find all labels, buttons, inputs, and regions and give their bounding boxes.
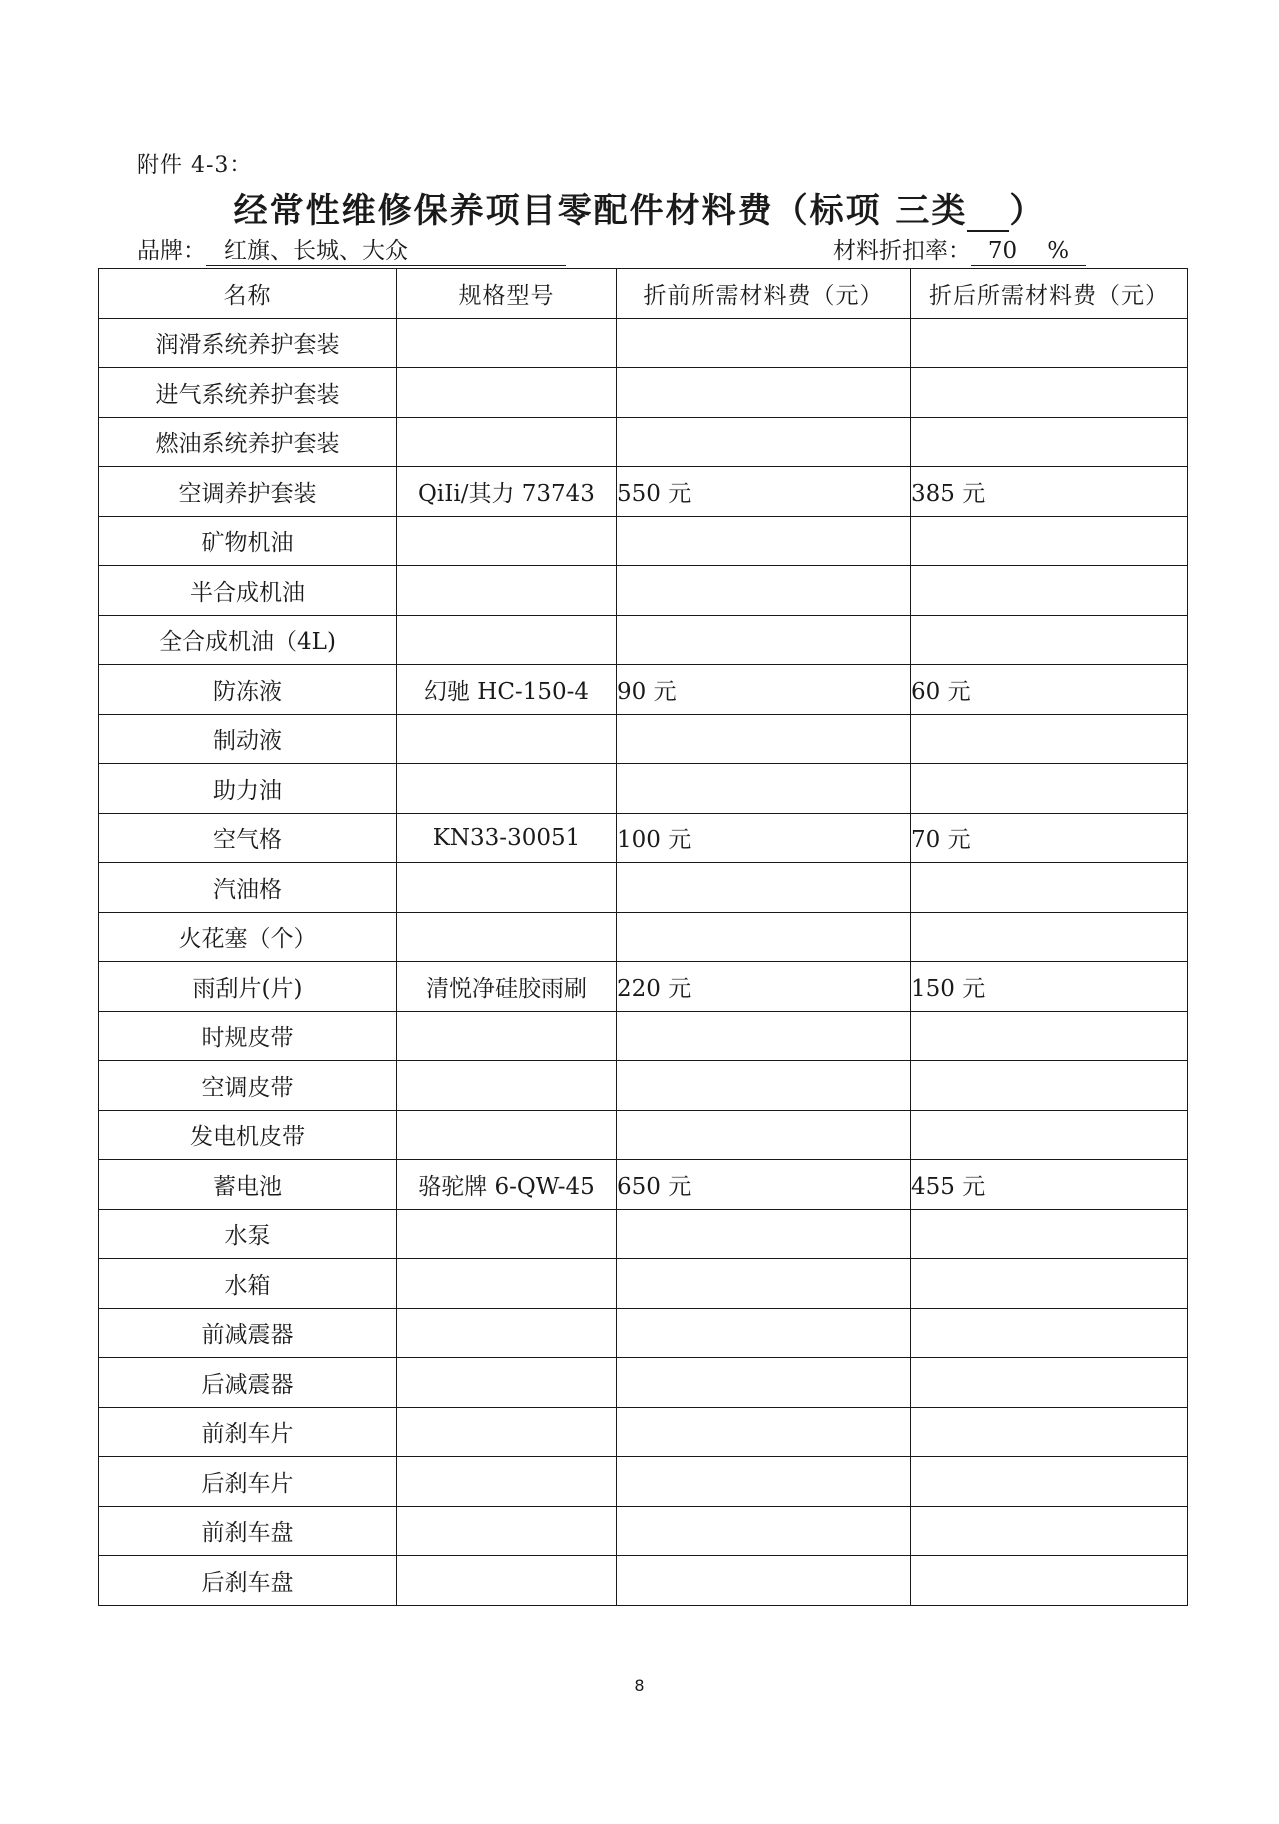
cell-price-after <box>911 1110 1188 1160</box>
cell-part-name: 空气格 <box>99 813 397 863</box>
cell-price-before <box>617 1556 911 1606</box>
brand-label: 品牌： <box>137 238 206 264</box>
cell-spec <box>397 912 617 962</box>
title-suffix: ） <box>1009 191 1046 231</box>
cell-price-before <box>617 417 911 467</box>
cell-price-before <box>617 1457 911 1507</box>
cell-part-name: 雨刮片(片) <box>99 962 397 1012</box>
cell-spec: KN33-30051 <box>397 813 617 863</box>
cell-part-name: 防冻液 <box>99 665 397 715</box>
cell-price-after <box>911 1358 1188 1408</box>
cell-price-before <box>617 1209 911 1259</box>
discount-line <box>833 236 1086 266</box>
table-row <box>99 1506 1188 1556</box>
cell-price-before <box>617 368 911 418</box>
cell-spec <box>397 1061 617 1111</box>
table-row <box>99 1358 1188 1408</box>
table-body <box>99 318 1188 1605</box>
cell-price-after <box>911 566 1188 616</box>
table-row <box>99 1556 1188 1606</box>
table-row <box>99 1011 1188 1061</box>
cell-price-before <box>617 318 911 368</box>
table-row <box>99 863 1188 913</box>
cell-price-after: 385 元 <box>911 467 1188 517</box>
cell-price-after: 455 元 <box>911 1160 1188 1210</box>
cell-part-name: 燃油系统养护套装 <box>99 417 397 467</box>
cell-price-after <box>911 1308 1188 1358</box>
table-row <box>99 1160 1188 1210</box>
cell-price-before <box>617 1308 911 1358</box>
table-row <box>99 566 1188 616</box>
discount-field <box>971 237 1086 266</box>
cell-price-after <box>911 863 1188 913</box>
cell-spec <box>397 368 617 418</box>
cell-price-after <box>911 1011 1188 1061</box>
cell-part-name: 发电机皮带 <box>99 1110 397 1160</box>
cell-price-before <box>617 615 911 665</box>
cell-part-name: 时规皮带 <box>99 1011 397 1061</box>
cell-part-name: 制动液 <box>99 714 397 764</box>
cell-price-before: 220 元 <box>617 962 911 1012</box>
cell-spec <box>397 714 617 764</box>
cell-price-before <box>617 1061 911 1111</box>
cell-spec <box>397 764 617 814</box>
cell-price-before <box>617 566 911 616</box>
cell-price-before <box>617 1011 911 1061</box>
cell-spec <box>397 1011 617 1061</box>
brand-line <box>137 236 566 266</box>
cell-part-name: 后减震器 <box>99 1358 397 1408</box>
cell-price-after <box>911 1407 1188 1457</box>
cell-price-after <box>911 1506 1188 1556</box>
materials-table <box>98 268 1188 1606</box>
cell-price-after: 150 元 <box>911 962 1188 1012</box>
cell-spec <box>397 863 617 913</box>
table-row <box>99 1457 1188 1507</box>
cell-price-after <box>911 516 1188 566</box>
cell-price-after <box>911 1259 1188 1309</box>
header-after-discount: 折后所需材料费（元） <box>911 269 1188 319</box>
cell-price-after <box>911 318 1188 368</box>
table-row <box>99 764 1188 814</box>
table-row <box>99 714 1188 764</box>
table-header-row <box>99 269 1188 319</box>
cell-price-after <box>911 912 1188 962</box>
cell-spec <box>397 615 617 665</box>
cell-price-before <box>617 1358 911 1408</box>
cell-part-name: 半合成机油 <box>99 566 397 616</box>
table-row <box>99 615 1188 665</box>
table-row <box>99 417 1188 467</box>
cell-spec <box>397 566 617 616</box>
cell-price-after <box>911 764 1188 814</box>
table-row <box>99 813 1188 863</box>
cell-price-after: 70 元 <box>911 813 1188 863</box>
cell-spec <box>397 1209 617 1259</box>
table-row <box>99 962 1188 1012</box>
cell-part-name: 后刹车片 <box>99 1457 397 1507</box>
table-row <box>99 318 1188 368</box>
cell-price-before <box>617 1259 911 1309</box>
cell-price-before: 100 元 <box>617 813 911 863</box>
table-row <box>99 1407 1188 1457</box>
cell-price-before: 550 元 <box>617 467 911 517</box>
table-row <box>99 912 1188 962</box>
cell-spec <box>397 1407 617 1457</box>
cell-part-name: 蓄电池 <box>99 1160 397 1210</box>
discount-label: 材料折扣率： <box>833 238 971 264</box>
cell-part-name: 水泵 <box>99 1209 397 1259</box>
cell-part-name: 矿物机油 <box>99 516 397 566</box>
cell-price-after <box>911 1061 1188 1111</box>
cell-price-before <box>617 1506 911 1556</box>
cell-price-before <box>617 516 911 566</box>
cell-price-after <box>911 1457 1188 1507</box>
cell-spec: 清悦净硅胶雨刷 <box>397 962 617 1012</box>
cell-part-name: 前刹车片 <box>99 1407 397 1457</box>
cell-price-before: 650 元 <box>617 1160 911 1210</box>
page-number: 8 <box>634 1676 645 1695</box>
cell-price-before <box>617 1110 911 1160</box>
cell-price-after: 60 元 <box>911 665 1188 715</box>
title-text: 经常性维修保养项目零配件材料费（标项 三类 <box>233 191 968 231</box>
cell-spec <box>397 417 617 467</box>
title-blank <box>967 200 1009 232</box>
cell-price-before <box>617 764 911 814</box>
cell-part-name: 空调皮带 <box>99 1061 397 1111</box>
cell-part-name: 前刹车盘 <box>99 1506 397 1556</box>
cell-price-before <box>617 912 911 962</box>
cell-spec <box>397 1308 617 1358</box>
cell-spec: 骆驼牌 6-QW-45 <box>397 1160 617 1210</box>
cell-spec <box>397 1358 617 1408</box>
cell-part-name: 后刹车盘 <box>99 1556 397 1606</box>
cell-price-before: 90 元 <box>617 665 911 715</box>
cell-price-after <box>911 1209 1188 1259</box>
table-row <box>99 368 1188 418</box>
cell-spec <box>397 1110 617 1160</box>
cell-spec <box>397 1506 617 1556</box>
cell-part-name: 进气系统养护套装 <box>99 368 397 418</box>
cell-price-after <box>911 714 1188 764</box>
cell-price-before <box>617 863 911 913</box>
table-row <box>99 516 1188 566</box>
table-row <box>99 1061 1188 1111</box>
cell-part-name: 空调养护套装 <box>99 467 397 517</box>
cell-spec <box>397 318 617 368</box>
cell-price-after <box>911 615 1188 665</box>
discount-value: 70 <box>987 238 1018 264</box>
cell-spec <box>397 1259 617 1309</box>
header-before-discount: 折前所需材料费（元） <box>617 269 911 319</box>
table-row <box>99 1110 1188 1160</box>
cell-part-name: 火花塞（个） <box>99 912 397 962</box>
cell-part-name: 水箱 <box>99 1259 397 1309</box>
cell-price-after <box>911 368 1188 418</box>
header-name: 名称 <box>99 269 397 319</box>
cell-price-after <box>911 417 1188 467</box>
table-row <box>99 1308 1188 1358</box>
discount-unit: % <box>1047 238 1070 264</box>
brand-value: 红旗、长城、大众 <box>206 237 566 266</box>
table-row <box>99 665 1188 715</box>
cell-price-after <box>911 1556 1188 1606</box>
cell-price-before <box>617 714 911 764</box>
cell-spec <box>397 516 617 566</box>
table-row <box>99 1259 1188 1309</box>
cell-price-before <box>617 1407 911 1457</box>
cell-part-name: 前减震器 <box>99 1308 397 1358</box>
cell-spec <box>397 1457 617 1507</box>
table-row <box>99 1209 1188 1259</box>
attachment-label: 附件 4-3： <box>137 153 253 178</box>
cell-part-name: 助力油 <box>99 764 397 814</box>
cell-part-name: 润滑系统养护套装 <box>99 318 397 368</box>
cell-part-name: 全合成机油（4L) <box>99 615 397 665</box>
cell-spec: QiIi/其力 73743 <box>397 467 617 517</box>
table-row <box>99 467 1188 517</box>
cell-spec: 幻驰 HC-150-4 <box>397 665 617 715</box>
cell-spec <box>397 1556 617 1606</box>
page-title <box>0 183 1279 232</box>
cell-part-name: 汽油格 <box>99 863 397 913</box>
header-spec: 规格型号 <box>397 269 617 319</box>
